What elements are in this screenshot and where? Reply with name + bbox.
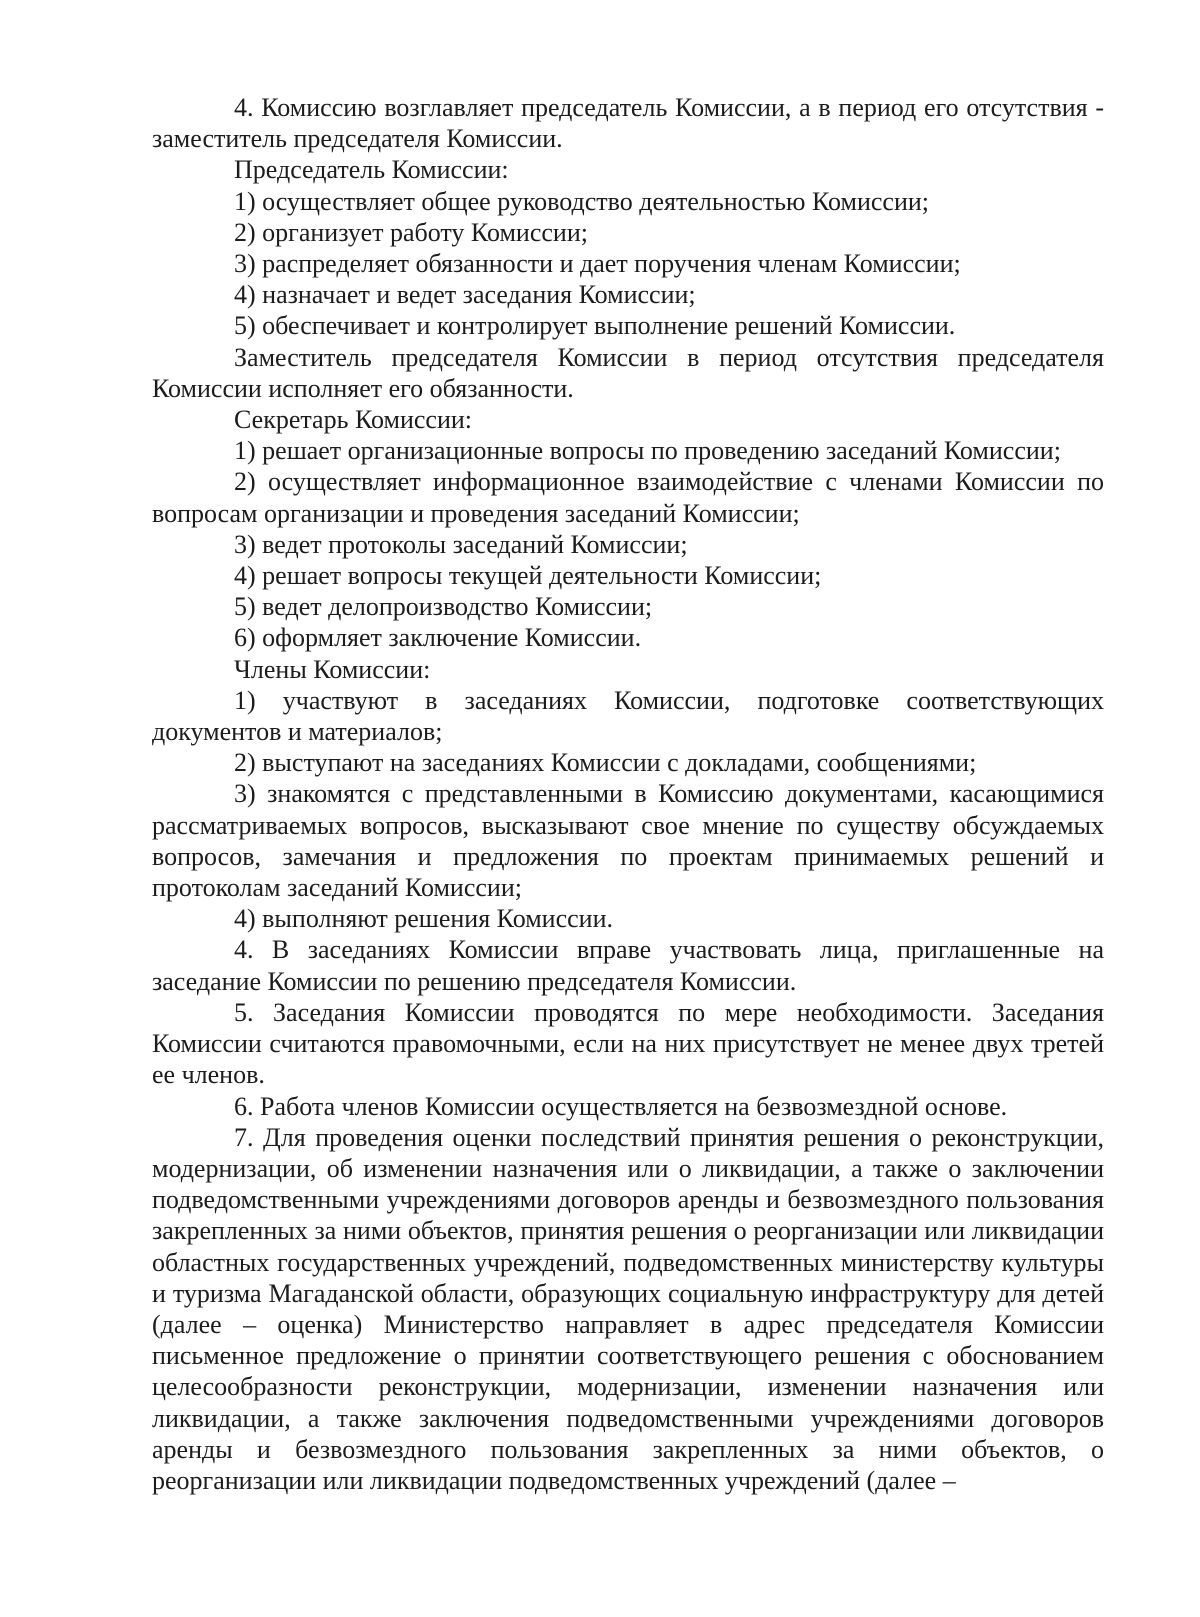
list-item: 4) назначает и ведет заседания Комиссии; xyxy=(234,280,696,310)
paragraph-6-free-basis: 6. Работа членов Комиссии осуществляется на безвозмездной основе. xyxy=(234,1091,1008,1121)
list-item: 5) ведет делопроизводство Комиссии; xyxy=(234,592,653,622)
list-item: 3) распределяет обязанности и дает поручения членам Комиссии; xyxy=(234,249,961,279)
paragraph-4-chairman: 4. Комиссию возглавляет председатель Комиссии, а в период его отсутствия - заместитель председателя Комиссии. xyxy=(152,93,1104,154)
list-item: 2) организует работу Комиссии; xyxy=(234,217,588,247)
paragraph-5-meetings: 5. Заседания Комиссии проводятся по мере необходимости. Заседания Комиссии считаются правомочными, если на них присутствует не менее двух третей ее членов. xyxy=(152,997,1104,1090)
paragraph-deputy: Заместитель председателя Комиссии в период отсутствия председателя Комиссии исполняет его обязанности. xyxy=(152,342,1104,403)
list-item: 2) осуществляет информационное взаимодействие с членами Комиссии по вопросам организации и проведения заседаний Комиссии; xyxy=(152,467,1104,528)
list-item: 1) решает организационные вопросы по проведению заседаний Комиссии; xyxy=(234,436,1061,466)
list-item: 1) участвуют в заседаниях Комиссии, подготовке соответствующих документов и материалов; xyxy=(152,685,1104,747)
list-item: 6) оформляет заключение Комиссии. xyxy=(234,623,642,653)
list-item: 1) осуществляет общее руководство деятельностью Комиссии; xyxy=(234,186,930,216)
list-item: 5) обеспечивает и контролирует выполнение решений Комиссии. xyxy=(234,311,956,341)
list-item: 4) выполняют решения Комиссии. xyxy=(234,904,613,934)
document-body xyxy=(152,92,1104,1496)
paragraph-4-invited: 4. В заседаниях Комиссии вправе участвовать лица, приглашенные на заседание Комиссии по решению председателя Комиссии. xyxy=(152,935,1104,996)
list-item: 4) решает вопросы текущей деятельности Комиссии; xyxy=(234,561,822,591)
list-item: 3) ведет протоколы заседаний Комиссии; xyxy=(234,529,688,559)
paragraph-7-assessment: 7. Для проведения оценки последствий принятия решения о реконструкции, модернизации, об изменении назначения или о ликвидации, а также о заключении подведомственными учреждениями договоров аренды и безвозмездного пользования закрепленных за ними объектов, принятия решения о реорганизации или ликвидации областных государственных учреждений, подведомственных министерству культуры и туризма Магаданской области, образующих социальную инфраструктуру для детей (далее – оценка) Министерство направляет в адрес председателя Комиссии письменное предложение о принятии соответствующего решения с обоснованием целесообразности реконструкции, модернизации, изменении назначения или ликвидации, а также заключения подведомственными учреждениями договоров аренды и безвозмездного пользования закрепленных за ними объектов, о реорганизации или ликвидации подведомственных учреждений (далее – xyxy=(152,1122,1104,1495)
paragraph-chairman-heading: Председатель Комиссии: xyxy=(234,155,509,185)
list-item: 3) знакомятся с представленными в Комиссию документами, касающимися рассматриваемых вопросов, высказывают свое мнение по существу обсуждаемых вопросов, замечания и предложения по проектам принимаемых решений и протоколам заседаний Комиссии; xyxy=(152,779,1104,903)
paragraph-members-heading: Члены Комиссии: xyxy=(234,654,431,684)
paragraph-secretary-heading: Секретарь Комиссии: xyxy=(234,405,472,435)
list-item: 2) выступают на заседаниях Комиссии с докладами, сообщениями; xyxy=(234,748,977,778)
